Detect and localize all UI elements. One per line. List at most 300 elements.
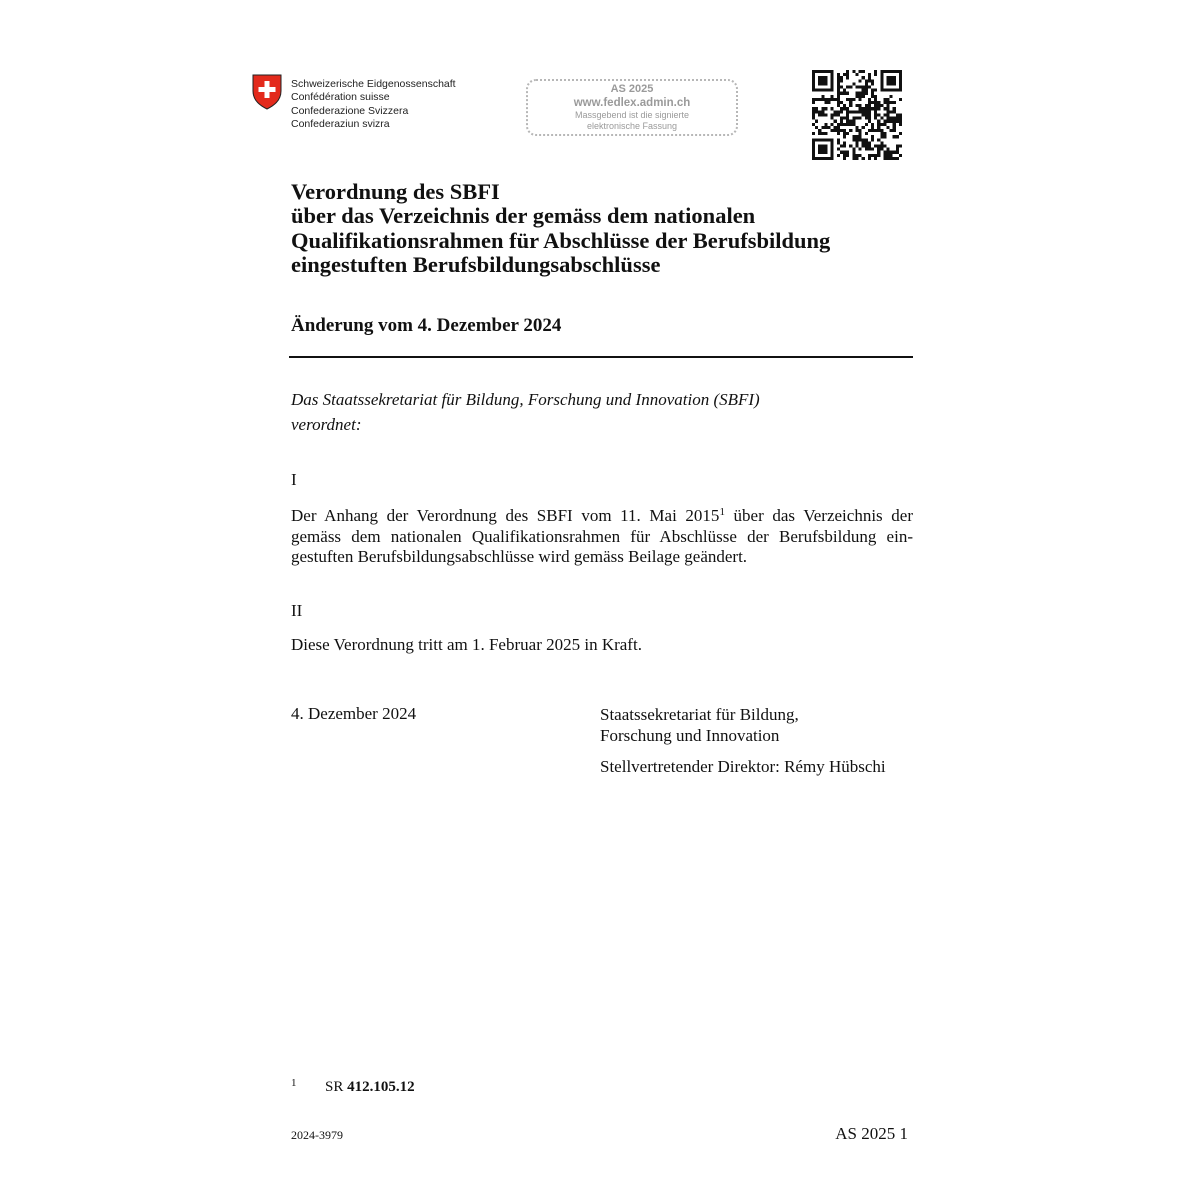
qr-module bbox=[812, 89, 815, 92]
qr-module bbox=[890, 82, 893, 85]
qr-module bbox=[812, 123, 815, 126]
qr-module bbox=[840, 117, 843, 120]
qr-module bbox=[840, 110, 843, 113]
qr-module bbox=[868, 73, 871, 76]
qr-module bbox=[812, 107, 815, 110]
qr-module bbox=[834, 98, 837, 101]
qr-module bbox=[855, 126, 858, 129]
qr-module bbox=[859, 92, 862, 95]
qr-module bbox=[868, 141, 871, 144]
qr-module bbox=[831, 144, 834, 147]
qr-module bbox=[812, 157, 815, 160]
qr-module bbox=[886, 76, 889, 79]
section-text bbox=[291, 635, 913, 656]
qr-module bbox=[896, 144, 899, 147]
qr-module bbox=[886, 151, 889, 154]
qr-module bbox=[846, 98, 849, 101]
qr-module bbox=[828, 126, 831, 129]
qr-module bbox=[877, 101, 880, 104]
qr-module bbox=[880, 148, 883, 151]
qr-module bbox=[831, 95, 834, 98]
qr-module bbox=[877, 113, 880, 116]
qr-module bbox=[821, 110, 824, 113]
qr-module bbox=[899, 113, 902, 116]
qr-module bbox=[846, 73, 849, 76]
qr-module bbox=[812, 70, 815, 73]
qr-module bbox=[855, 129, 858, 132]
qr-module bbox=[852, 138, 855, 141]
qr-module bbox=[828, 89, 831, 92]
qr-module bbox=[818, 157, 821, 160]
amendment-date: Änderung vom 4. Dezember 2024 bbox=[291, 315, 562, 336]
qr-module bbox=[890, 79, 893, 82]
qr-module bbox=[815, 98, 818, 101]
qr-module bbox=[890, 154, 893, 157]
qr-module bbox=[821, 138, 824, 141]
qr-module bbox=[865, 123, 868, 126]
qr-module bbox=[880, 86, 883, 89]
qr-module bbox=[812, 144, 815, 147]
qr-module bbox=[871, 135, 874, 138]
qr-module bbox=[893, 151, 896, 154]
publication-stamp bbox=[526, 79, 738, 136]
qr-module bbox=[865, 117, 868, 120]
qr-module bbox=[821, 76, 824, 79]
section-number: I bbox=[291, 470, 297, 489]
section-text-fragment: über das Verzeichnis der bbox=[724, 506, 913, 525]
qr-module bbox=[868, 144, 871, 147]
qr-module bbox=[886, 79, 889, 82]
qr-module bbox=[849, 98, 852, 101]
footnote-reference[interactable]: 1 bbox=[719, 505, 725, 518]
signature-date: 4. Dezember 2024 bbox=[291, 704, 417, 723]
qr-module bbox=[824, 82, 827, 85]
section-text-line bbox=[291, 506, 913, 527]
authority-line: Forschung und Innovation bbox=[600, 726, 780, 745]
qr-module bbox=[886, 154, 889, 157]
qr-module bbox=[846, 86, 849, 89]
qr-module bbox=[880, 144, 883, 147]
qr-module bbox=[855, 110, 858, 113]
qr-module bbox=[837, 82, 840, 85]
qr-module bbox=[843, 154, 846, 157]
qr-module bbox=[852, 151, 855, 154]
qr-module bbox=[828, 138, 831, 141]
qr-module bbox=[812, 76, 815, 79]
qr-module bbox=[886, 82, 889, 85]
qr-module bbox=[840, 107, 843, 110]
qr-module bbox=[831, 89, 834, 92]
qr-module bbox=[812, 86, 815, 89]
qr-module bbox=[837, 73, 840, 76]
qr-module bbox=[846, 123, 849, 126]
qr-module bbox=[824, 126, 827, 129]
qr-module bbox=[828, 98, 831, 101]
qr-module bbox=[893, 79, 896, 82]
preamble bbox=[291, 387, 760, 437]
qr-module bbox=[855, 104, 858, 107]
qr-module bbox=[899, 89, 902, 92]
qr-module bbox=[886, 113, 889, 116]
qr-module bbox=[843, 117, 846, 120]
qr-module bbox=[862, 144, 865, 147]
qr-module bbox=[824, 132, 827, 135]
qr-module bbox=[843, 107, 846, 110]
qr-module bbox=[883, 154, 886, 157]
qr-module bbox=[843, 92, 846, 95]
qr-module bbox=[865, 138, 868, 141]
qr-module bbox=[877, 144, 880, 147]
qr-module bbox=[868, 120, 871, 123]
qr-module bbox=[821, 79, 824, 82]
qr-module bbox=[821, 148, 824, 151]
ordinance-title bbox=[291, 180, 931, 277]
qr-module bbox=[893, 101, 896, 104]
qr-module bbox=[831, 76, 834, 79]
qr-module bbox=[871, 148, 874, 151]
qr-module bbox=[840, 123, 843, 126]
confederation-name-fr: Confédération suisse bbox=[291, 91, 390, 104]
qr-module bbox=[865, 148, 868, 151]
qr-module bbox=[862, 113, 865, 116]
qr-module bbox=[868, 113, 871, 116]
qr-module bbox=[862, 126, 865, 129]
qr-module bbox=[837, 113, 840, 116]
qr-module bbox=[883, 98, 886, 101]
qr-module bbox=[871, 79, 874, 82]
qr-module bbox=[815, 138, 818, 141]
qr-module bbox=[874, 157, 877, 160]
qr-module bbox=[883, 89, 886, 92]
qr-module bbox=[852, 70, 855, 73]
qr-module bbox=[821, 157, 824, 160]
qr-module bbox=[877, 148, 880, 151]
qr-module bbox=[880, 129, 883, 132]
qr-module bbox=[837, 110, 840, 113]
qr-module bbox=[893, 70, 896, 73]
qr-module bbox=[877, 138, 880, 141]
qr-module bbox=[874, 101, 877, 104]
qr-module bbox=[821, 98, 824, 101]
qr-module bbox=[855, 138, 858, 141]
qr-module bbox=[865, 92, 868, 95]
qr-module bbox=[837, 76, 840, 79]
qr-module bbox=[899, 70, 902, 73]
qr-module bbox=[812, 113, 815, 116]
qr-module bbox=[893, 117, 896, 120]
qr-module bbox=[859, 110, 862, 113]
qr-module bbox=[843, 123, 846, 126]
qr-module bbox=[871, 129, 874, 132]
qr-module bbox=[837, 79, 840, 82]
qr-module bbox=[824, 89, 827, 92]
qr-module bbox=[840, 144, 843, 147]
qr-module bbox=[865, 113, 868, 116]
qr-module bbox=[849, 144, 852, 147]
qr-module bbox=[859, 70, 862, 73]
qr-module bbox=[874, 117, 877, 120]
qr-module bbox=[862, 138, 865, 141]
qr-module bbox=[834, 110, 837, 113]
qr-module bbox=[886, 126, 889, 129]
qr-module bbox=[855, 157, 858, 160]
confederation-names bbox=[291, 78, 456, 131]
qr-module bbox=[893, 120, 896, 123]
qr-module bbox=[886, 107, 889, 110]
qr-module bbox=[883, 151, 886, 154]
qr-module bbox=[859, 154, 862, 157]
qr-module bbox=[852, 98, 855, 101]
qr-module bbox=[846, 107, 849, 110]
qr-module bbox=[859, 107, 862, 110]
qr-module bbox=[812, 138, 815, 141]
qr-module bbox=[868, 104, 871, 107]
qr-module bbox=[843, 151, 846, 154]
qr-module bbox=[815, 110, 818, 113]
qr-module bbox=[871, 89, 874, 92]
qr-module bbox=[828, 70, 831, 73]
stamp-note-line2: elektronische Fassung bbox=[586, 121, 678, 131]
qr-module bbox=[840, 92, 843, 95]
qr-module bbox=[865, 79, 868, 82]
qr-module bbox=[871, 92, 874, 95]
qr-module bbox=[871, 101, 874, 104]
qr-module bbox=[818, 76, 821, 79]
qr-module bbox=[824, 123, 827, 126]
authority-line: Staatssekretariat für Bildung, bbox=[600, 705, 799, 724]
section-text-line: gestuften Berufsbildungsabschlüsse wird gemäss Beilage geändert. bbox=[291, 547, 748, 566]
qr-module bbox=[871, 126, 874, 129]
qr-module bbox=[877, 129, 880, 132]
qr-module bbox=[846, 76, 849, 79]
qr-module bbox=[840, 101, 843, 104]
qr-module bbox=[899, 132, 902, 135]
title-line: eingestuften Berufsbildungsabschlüsse bbox=[291, 251, 661, 277]
qr-module bbox=[868, 98, 871, 101]
qr-module bbox=[852, 154, 855, 157]
qr-module bbox=[840, 120, 843, 123]
qr-module bbox=[868, 148, 871, 151]
qr-module bbox=[859, 132, 862, 135]
qr-module bbox=[846, 110, 849, 113]
qr-module bbox=[899, 73, 902, 76]
qr-module bbox=[859, 95, 862, 98]
qr-module bbox=[821, 151, 824, 154]
qr-module bbox=[877, 151, 880, 154]
qr-module bbox=[890, 89, 893, 92]
qr-module bbox=[868, 76, 871, 79]
qr-module bbox=[846, 117, 849, 120]
qr-module bbox=[899, 154, 902, 157]
qr-module bbox=[880, 79, 883, 82]
qr-module bbox=[837, 86, 840, 89]
section-text-line: Diese Verordnung tritt am 1. Februar 2025 in Kraft. bbox=[291, 635, 642, 654]
signer-name: Stellvertretender Direktor: Rémy Hübschi bbox=[600, 757, 886, 776]
qr-module bbox=[880, 123, 883, 126]
qr-module bbox=[893, 157, 896, 160]
qr-module bbox=[883, 157, 886, 160]
qr-module bbox=[890, 117, 893, 120]
qr-module bbox=[818, 129, 821, 132]
qr-module bbox=[871, 95, 874, 98]
qr-module bbox=[821, 107, 824, 110]
qr-module bbox=[812, 141, 815, 144]
qr-module bbox=[896, 89, 899, 92]
qr-module bbox=[818, 148, 821, 151]
qr-module bbox=[821, 132, 824, 135]
qr-module bbox=[865, 132, 868, 135]
qr-module bbox=[859, 86, 862, 89]
qr-module bbox=[880, 70, 883, 73]
qr-module bbox=[837, 154, 840, 157]
qr-module bbox=[877, 120, 880, 123]
qr-module bbox=[846, 70, 849, 73]
qr-module bbox=[831, 141, 834, 144]
qr-module bbox=[859, 117, 862, 120]
qr-module bbox=[837, 141, 840, 144]
qr-module bbox=[821, 95, 824, 98]
qr-module bbox=[883, 123, 886, 126]
qr-module bbox=[899, 86, 902, 89]
qr-module bbox=[868, 129, 871, 132]
qr-module bbox=[871, 138, 874, 141]
qr-module bbox=[862, 110, 865, 113]
qr-module bbox=[893, 89, 896, 92]
qr-module bbox=[846, 132, 849, 135]
qr-module bbox=[818, 113, 821, 116]
qr-module bbox=[896, 70, 899, 73]
qr-module bbox=[852, 148, 855, 151]
qr-module bbox=[818, 110, 821, 113]
section-text bbox=[291, 506, 913, 568]
qr-module bbox=[883, 113, 886, 116]
stamp-note-line1: Massgebend ist die signierte bbox=[574, 110, 690, 120]
qr-module bbox=[899, 117, 902, 120]
qr-module bbox=[886, 70, 889, 73]
qr-module bbox=[886, 148, 889, 151]
qr-module bbox=[855, 86, 858, 89]
qr-module bbox=[859, 79, 862, 82]
qr-module bbox=[874, 73, 877, 76]
qr-module bbox=[837, 123, 840, 126]
qr-module bbox=[824, 76, 827, 79]
preamble-line: verordnet: bbox=[291, 415, 362, 434]
qr-module bbox=[821, 126, 824, 129]
qr-module bbox=[877, 123, 880, 126]
qr-module bbox=[855, 141, 858, 144]
qr-module bbox=[865, 82, 868, 85]
qr-module bbox=[812, 148, 815, 151]
qr-module bbox=[843, 141, 846, 144]
qr-module bbox=[812, 110, 815, 113]
qr-module bbox=[828, 101, 831, 104]
qr-module bbox=[886, 101, 889, 104]
qr-module bbox=[877, 126, 880, 129]
signing-authority bbox=[600, 704, 799, 746]
qr-module bbox=[899, 76, 902, 79]
qr-module bbox=[846, 120, 849, 123]
qr-module bbox=[890, 151, 893, 154]
title-line: über das Verzeichnis der gemäss dem nationalen bbox=[291, 203, 756, 229]
qr-module bbox=[893, 107, 896, 110]
qr-module bbox=[865, 86, 868, 89]
qr-module bbox=[868, 107, 871, 110]
stamp-collection: AS 2025 bbox=[610, 83, 654, 95]
qr-module bbox=[837, 98, 840, 101]
qr-module bbox=[831, 70, 834, 73]
qr-module bbox=[883, 107, 886, 110]
qr-module bbox=[859, 104, 862, 107]
qr-module bbox=[859, 98, 862, 101]
qr-module bbox=[874, 129, 877, 132]
qr-module bbox=[871, 123, 874, 126]
qr-module bbox=[877, 154, 880, 157]
qr-module bbox=[880, 132, 883, 135]
qr-module bbox=[855, 95, 858, 98]
qr-module bbox=[824, 107, 827, 110]
qr-module bbox=[846, 92, 849, 95]
qr-module bbox=[840, 129, 843, 132]
section-number: II bbox=[291, 601, 303, 620]
qr-module bbox=[840, 76, 843, 79]
confederation-name-it: Confederazione Svizzera bbox=[291, 104, 409, 117]
qr-module bbox=[843, 157, 846, 160]
footnote-sr-link[interactable]: 412.105.12 bbox=[347, 1079, 415, 1095]
qr-module bbox=[824, 70, 827, 73]
qr-module bbox=[865, 141, 868, 144]
qr-module bbox=[846, 113, 849, 116]
qr-module bbox=[837, 148, 840, 151]
qr-module bbox=[852, 120, 855, 123]
qr-module bbox=[840, 151, 843, 154]
qr-module bbox=[865, 107, 868, 110]
qr-module bbox=[880, 141, 883, 144]
qr-module bbox=[837, 89, 840, 92]
qr-module bbox=[874, 154, 877, 157]
title-line: Verordnung des SBFI bbox=[291, 179, 500, 204]
qr-module bbox=[874, 107, 877, 110]
qr-module bbox=[899, 123, 902, 126]
qr-module bbox=[843, 132, 846, 135]
qr-module bbox=[865, 89, 868, 92]
qr-module bbox=[877, 104, 880, 107]
qr-module bbox=[874, 70, 877, 73]
qr-module bbox=[831, 79, 834, 82]
qr-module bbox=[849, 104, 852, 107]
qr-module bbox=[890, 70, 893, 73]
confederation-name-de: Schweizerische Eidgenossenschaft bbox=[291, 78, 456, 90]
title-divider bbox=[289, 356, 913, 358]
qr-module bbox=[831, 82, 834, 85]
qr-module bbox=[886, 110, 889, 113]
qr-module bbox=[886, 89, 889, 92]
qr-module bbox=[899, 79, 902, 82]
qr-module bbox=[846, 154, 849, 157]
qr-module bbox=[824, 101, 827, 104]
qr-module bbox=[886, 120, 889, 123]
title-line: Qualifikationsrahmen für Abschlüsse der Berufsbildung bbox=[291, 227, 831, 253]
qr-module bbox=[824, 98, 827, 101]
qr-module bbox=[893, 126, 896, 129]
qr-module bbox=[880, 117, 883, 120]
qr-module bbox=[843, 135, 846, 138]
qr-module bbox=[886, 104, 889, 107]
qr-module bbox=[815, 89, 818, 92]
qr-module bbox=[880, 73, 883, 76]
qr-module bbox=[862, 92, 865, 95]
qr-module bbox=[883, 101, 886, 104]
qr-module bbox=[852, 135, 855, 138]
